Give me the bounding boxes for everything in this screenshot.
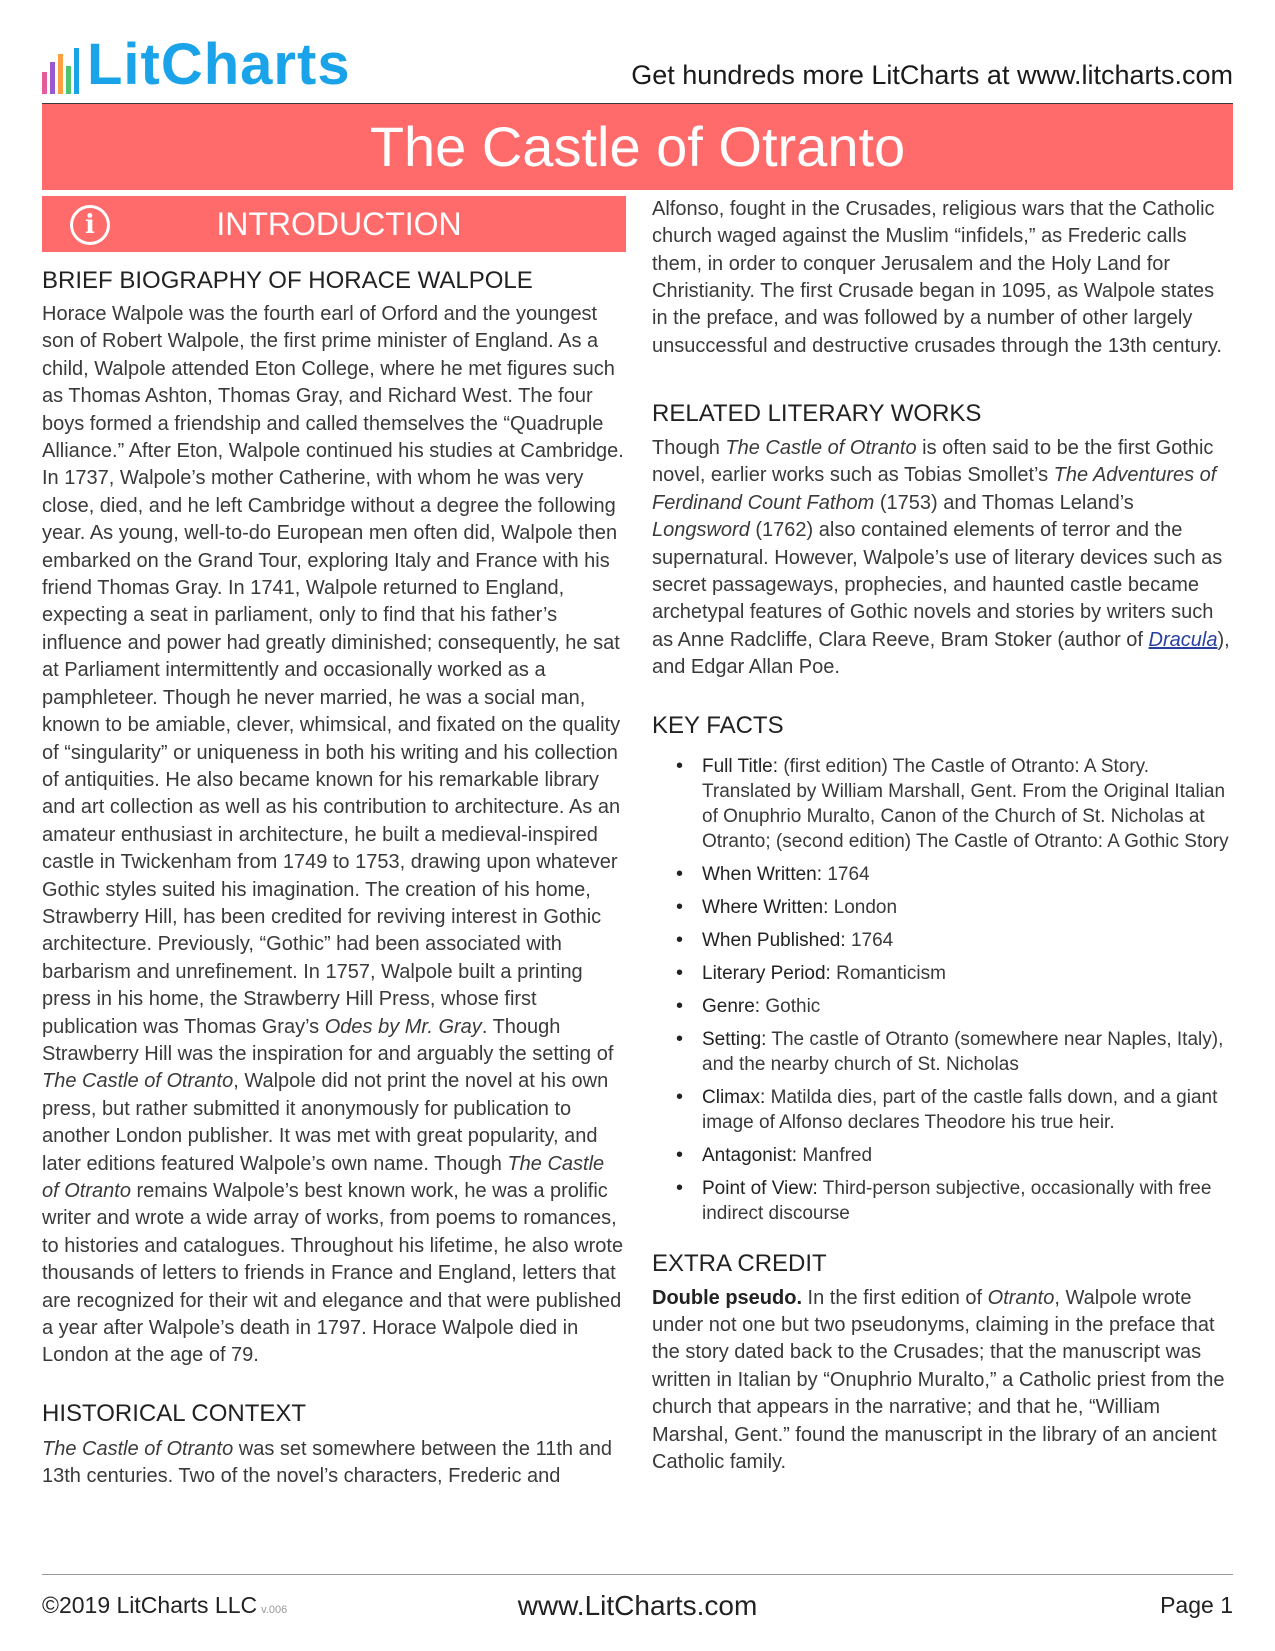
key-fact-value: Third-person subjective, occasionally with free indirect discourse xyxy=(702,1177,1212,1224)
key-fact-item xyxy=(652,1176,1233,1226)
biography-heading: BRIEF BIOGRAPHY OF HORACE WALPOLE xyxy=(42,267,533,294)
key-fact-label: Setting: xyxy=(702,1028,767,1050)
logo-bars-icon xyxy=(42,48,79,94)
page-number: Page 1 xyxy=(1160,1592,1233,1618)
extra-credit-heading: EXTRA CREDIT xyxy=(652,1249,827,1277)
footer-divider xyxy=(42,1574,1233,1575)
key-fact-value: 1764 xyxy=(827,863,870,885)
key-fact-label: Genre: xyxy=(702,995,761,1017)
key-fact-label: Full Title: xyxy=(702,755,779,777)
related-works-text: Though The Castle of Otranto is often said to be the first Gothic novel, earlier works such as Tobias Smollet’s The Adventures of Ferdinand Count Fathom (1753) and Thomas Leland’s Longsword (1762) also contained elements of terror and the supernatural. However, Walpole’s use of literary devices such as secret passageways, prophecies, and haunted castle became archetypal features of Gothic novels and stories by writers such as Anne Radcliffe, Clara Reeve, Bram Stoker (author of Dracula), and Edgar Allan Poe. xyxy=(652,437,1230,679)
key-fact-item xyxy=(652,1027,1233,1077)
page-title: The Castle of Otranto xyxy=(369,115,906,178)
litcharts-logo[interactable] xyxy=(42,32,351,97)
title-band xyxy=(42,104,1233,190)
related-works-heading: RELATED LITERARY WORKS xyxy=(652,400,982,427)
key-fact-value: 1764 xyxy=(850,929,894,951)
left-column xyxy=(42,196,626,1491)
introduction-band xyxy=(42,196,626,252)
key-fact-item xyxy=(652,895,1233,920)
key-fact-item xyxy=(652,1143,1233,1168)
header-tagline[interactable]: Get hundreds more LitCharts at www.litcharts.com xyxy=(631,60,1233,90)
extra-credit-text: Double pseudo. In the first edition of Otranto, Walpole wrote under not one but two pseudonyms, claiming in the preface that the story dated back to the Crusades; that the manuscript was written in Italian by “Onuphrio Muralto,” a Catholic priest from the church that appears in the narrative; and that he, “William Marshal, Gent.” found the manuscript in the library of an ancient Catholic family. xyxy=(652,1286,1225,1474)
key-fact-item xyxy=(652,1085,1233,1135)
biography-text: Horace Walpole was the fourth earl of Orford and the youngest son of Robert Walpole, the first prime minister of England. As a child, Walpole attended Eton College, where he met figures such as Thomas Ashton, Thomas Gray, and Richard West. The four boys formed a friendship and called themselves the “Quadruple Alliance.” After Eton, Walpole continued his studies at Cambridge. In 1737, Walpole’s mother Catherine, with whom he was very close, died, and he left Cambridge without a degree the following year. As young, well-to-do European men often did, Walpole then embarked on the Grand Tour, exploring Italy and France with his friend Thomas Gray. In 1741, Walpole returned to England, expecting a seat in parliament, only to find that his father’s influence and power had greatly diminished; consequently, he sat at Parliament intermittently and occasionally worked as a pamphleteer. Though he never married, he was a social man, known to be amiable, clever, whimsical, and fixated on the quality of “singularity” or uniqueness in both his writing and his collection of antiquities. He also became known for his remarkable library and art collection as well as his contribution to architecture. As an amateur enthusiast in architecture, he built a medieval-inspired castle in Twickenham from 1749 to 1753, drawing upon whatever Gothic styles suited his imagination. The creation of his home, Strawberry Hill, has been credited for reviving interest in Gothic architecture. Previously, “Gothic” had been associated with barbarism and unrefinement. In 1757, Walpole built a printing press in his home, the Strawberry Hill Press, whose first publication was Thomas Gray’s Odes by Mr. Gray. Though Strawberry Hill was the inspiration for and arguably the setting of The Castle of Otranto, Walpole did not print the novel at his own press, but rather submitted it anonymously for publication to another London publisher. It was met with great popularity, and later editions featured Walpole’s own name. Though The Castle of Otranto remains Walpole’s best known work, he was a prolific writer and wrote a wide array of works, from poems to romances, to histories and catalogues. Throughout his lifetime, he also wrote thousands of letters to friends in France and England, letters that are recognized for their wit and elegance and that were published a year after Walpole’s death in 1797. Horace Walpole died in London at the age of 79. xyxy=(42,303,624,1367)
footer xyxy=(42,1588,1233,1628)
key-facts-heading: KEY FACTS xyxy=(652,711,784,739)
key-fact-item xyxy=(652,754,1233,854)
historical-context-text-start: The Castle of Otranto was set somewhere between the 11th and 13th centuries. Two of the novel’s characters, Frederic and xyxy=(42,1437,612,1488)
key-fact-label: Point of View: xyxy=(702,1177,818,1199)
key-fact-item xyxy=(652,928,1233,953)
key-fact-value: London xyxy=(833,896,898,918)
historical-context-heading: HISTORICAL CONTEXT xyxy=(42,1399,307,1427)
historical-context-text-continued: Alfonso, fought in the Crusades, religious wars that the Catholic church waged against the Muslim “infidels,” as Frederic calls them, in order to conquer Jerusalem and the Holy Land for Christianity. The first Crusade began in 1095, as Walpole states in the preface, and was followed by a number of other largely unsuccessful and destructive crusades through the 13th century. xyxy=(652,197,1222,357)
key-fact-label: Antagonist: xyxy=(702,1144,798,1166)
key-fact-item xyxy=(652,862,1233,887)
key-fact-value: Romanticism xyxy=(836,962,946,984)
copyright: ©2019 LitCharts LLC v.006 xyxy=(42,1592,288,1618)
footer-site-link[interactable]: www.LitCharts.com xyxy=(517,1590,758,1621)
key-fact-value: Matilda dies, part of the castle falls down, and a giant image of Alfonso declares Theodore his true heir. xyxy=(702,1086,1218,1133)
key-fact-value: Gothic xyxy=(765,995,821,1017)
key-facts-list xyxy=(652,754,1233,1226)
key-fact-item xyxy=(652,961,1233,986)
key-fact-label: Climax: xyxy=(702,1086,766,1108)
key-fact-label: When Published: xyxy=(702,929,846,951)
key-fact-item xyxy=(652,994,1233,1019)
logo-text: LitCharts xyxy=(87,32,351,97)
info-icon: i xyxy=(70,205,110,245)
key-fact-value: The castle of Otranto (somewhere near Naples, Italy), and the nearby church of St. Nicholas xyxy=(702,1028,1224,1075)
introduction-label: INTRODUCTION xyxy=(216,206,462,242)
header xyxy=(42,28,1233,104)
right-column xyxy=(652,196,1233,1477)
key-fact-value: (first edition) The Castle of Otranto: A Story. Translated by William Marshall, Gent. From the Original Italian of Onuphrio Muralto, Canon of the Church of St. Nicholas at Otranto; (second edition) The Castle of Otranto: A Gothic Story xyxy=(702,755,1229,852)
key-fact-label: Where Written: xyxy=(702,896,829,918)
key-fact-value: Manfred xyxy=(802,1144,873,1166)
dracula-link[interactable]: Dracula xyxy=(1148,628,1218,651)
version-label: v.006 xyxy=(261,1604,288,1616)
key-fact-label: Literary Period: xyxy=(702,962,831,984)
key-fact-label: When Written: xyxy=(702,863,823,885)
